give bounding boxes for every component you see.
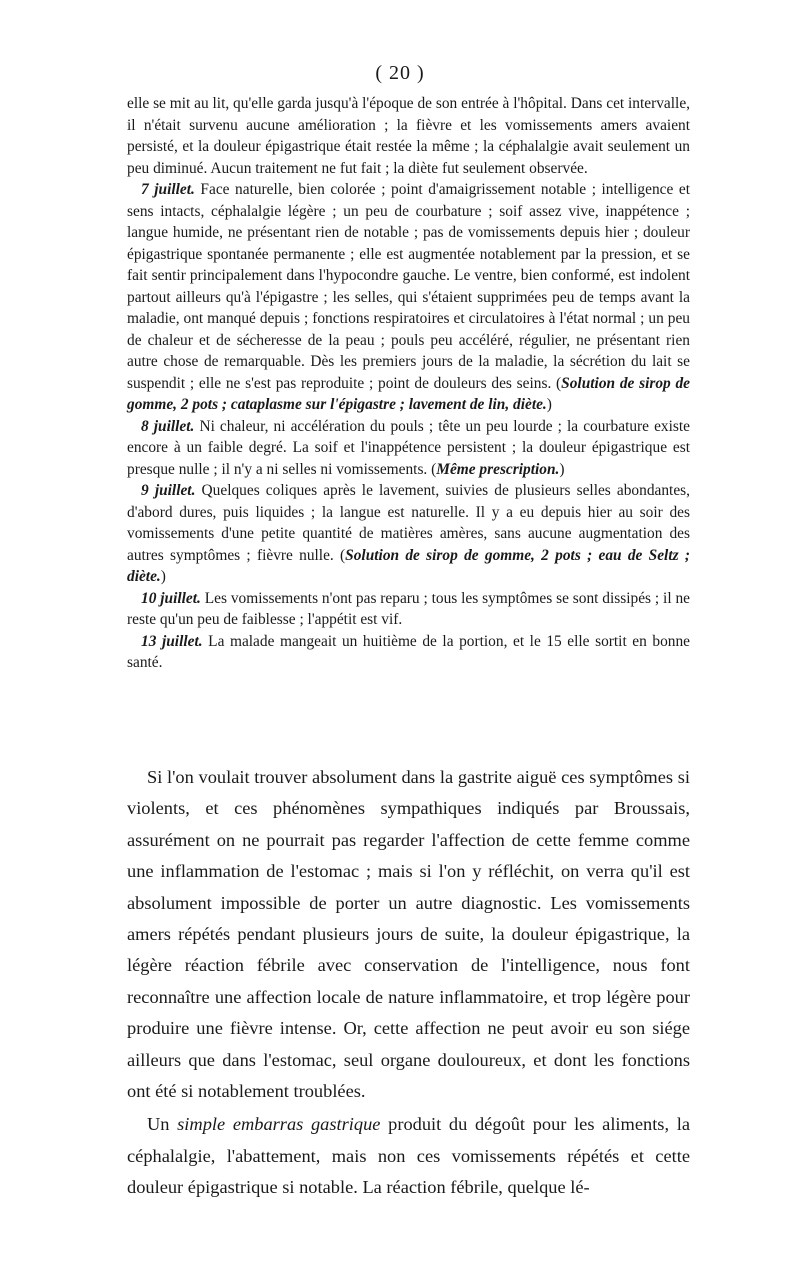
date-label: 8 juillet. bbox=[141, 417, 195, 435]
date-label: 10 juillet. bbox=[141, 589, 201, 607]
paragraph: elle se mit au lit, qu'elle garda jusqu'à l'époque de son entrée à l'hôpital. Dans cet intervalle, il n'était survenu aucune amélioration ; la fièvre et les vomissements amers avaient persisté, et la douleur épigastrique était restée la même ; la céphalalgie avait seulement un peu diminué. Aucun traitement ne fut fait ; la diète fut seulement observée. bbox=[127, 95, 690, 177]
paragraph-lead: Un bbox=[147, 1114, 178, 1135]
discussion-text bbox=[127, 762, 690, 1204]
paragraph-text: Face naturelle, bien colorée ; point d'amaigrissement notable ; intelligence et sens intacts, céphalalgie légère ; un peu de courbature ; soif assez vive, inappétence ; langue humide, ne présentant rien de notable ; pas de vomissements depuis hier ; douleur épigastrique spontanée permanente ; elle est augmentée notablement par la pression, et se fait sentir principalement dans l'hypocondre gauche. Le ventre, bien conformé, est indolent partout ailleurs qu'à l'épigastre ; les selles, qui s'étaient supprimées peu de temps avant la maladie, ont manqué depuis ; fonctions respiratoires et circulatoires à l'état normal ; un peu de chaleur et de sécheresse de la peau ; pouls peu accéléré, régulier, ne présentant rien autre chose de remarquable. Dès les premiers jours de la maladie, la sécrétion du lait se suspendit ; elle ne s'est pas reproduite ; point de douleurs des seins. ( bbox=[127, 181, 690, 392]
paragraph bbox=[127, 179, 690, 416]
paragraph-text: La malade mangeait un huitième de la portion, et le 15 elle sortit en bonne santé. bbox=[127, 632, 691, 671]
paragraph bbox=[127, 480, 690, 588]
date-label: 7 juillet. bbox=[141, 181, 195, 198]
emphasis: simple embarras gastrique bbox=[177, 1114, 381, 1135]
paragraph bbox=[127, 631, 690, 674]
paragraph bbox=[127, 588, 690, 631]
paren-close: ) bbox=[160, 568, 166, 585]
date-label: 9 juillet. bbox=[141, 482, 196, 499]
date-label: 13 juillet. bbox=[141, 632, 203, 650]
prescription: Solution de sirop de gomme, 2 pots ; cataplasme sur l'épigastre ; lavement de lin, diète. bbox=[127, 374, 690, 413]
paragraph-text: Quelques coliques après le lavement, suivies de plusieurs selles abondantes, d'abord dures, puis liquides ; la langue est naturelle. Il y a eu depuis hier au soir des vomissements d'une petite quantité de matières amères, sans aucune augmentation des autres symptômes ; fièvre nulle. ( bbox=[127, 482, 690, 564]
paren-close: ) bbox=[559, 460, 565, 478]
paragraph: Si l'on voulait trouver absolument dans la gastrite aiguë ces symptômes si violents, et ces phénomènes sympathiques indiqués par Broussais, assurément on ne pourrait pas regarder l'affection de cette femme comme une inflammation de l'estomac ; mais si l'on y réfléchit, on verra qu'il est absolument impossible de porter un autre diagnostic. Les vomissements amers répétés pendant plusieurs jours de suite, la douleur épigastrique, la légère réaction fébrile avec conservation de l'intelligence, nous font reconnaître une affection locale de nature inflammatoire, et trop légère pour produire une fièvre intense. Or, cette affection ne peut avoir eu son siége ailleurs que dans l'estomac, seul organe douloureux, et dont les fonctions ont été si notablement troublées. bbox=[127, 767, 690, 1102]
paragraph bbox=[127, 1109, 690, 1203]
paragraph bbox=[127, 416, 690, 481]
paragraph-text: Les vomissements n'ont pas reparu ; tous les symptômes se sont dissipés ; il ne reste qu'un peu de faiblesse ; l'appétit est vif. bbox=[127, 589, 691, 628]
paragraph-text: Ni chaleur, ni accélération du pouls ; tête un peu lourde ; la courbature existe encore à un faible degré. La soif et l'inappétence persistent ; la douleur épigastrique est presque nulle ; il n'y a ni selles ni vomissements. ( bbox=[127, 417, 690, 478]
observation-text bbox=[127, 93, 690, 674]
paren-close: ) bbox=[546, 396, 552, 413]
paragraph-text: produit du dégoût pour les aliments, la céphalalgie, l'abattement, mais non ces vomissements répétés et cette douleur épigastrique si notable. La réaction fébrile, quelque lé- bbox=[127, 1114, 691, 1198]
prescription: Solution de sirop de gomme, 2 pots ; eau de Seltz ; diète. bbox=[127, 546, 690, 585]
page-number: ( 20 ) bbox=[375, 62, 425, 84]
prescription: Même prescription. bbox=[436, 460, 560, 478]
